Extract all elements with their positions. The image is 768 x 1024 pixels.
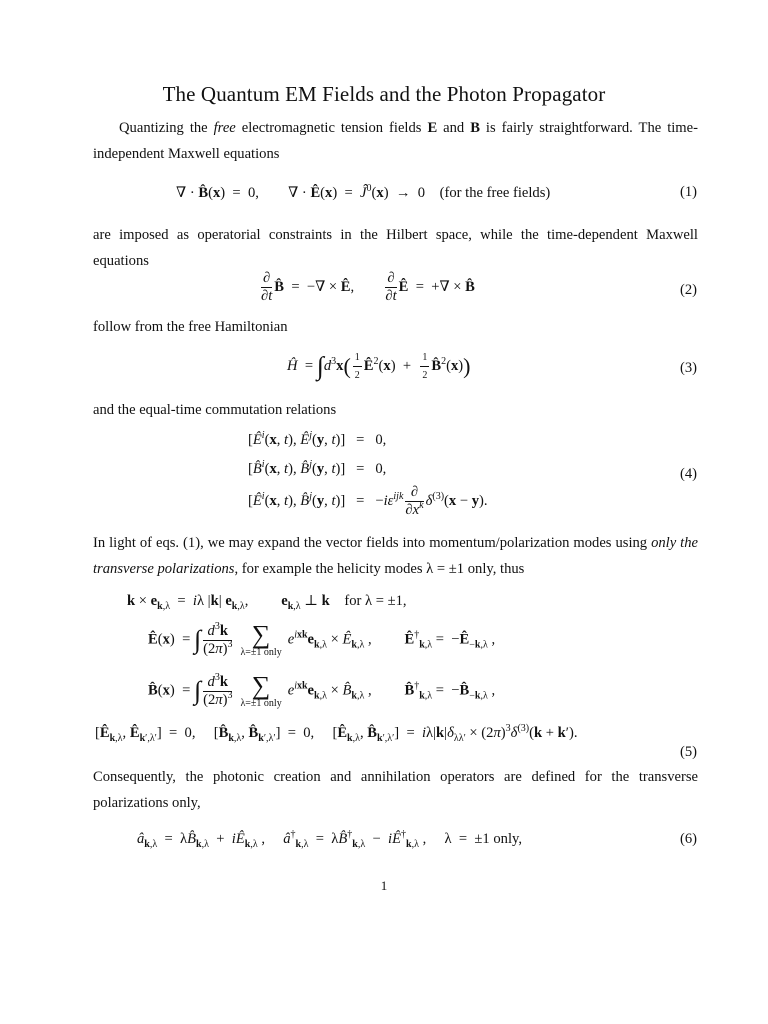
intro-paragraph: [93, 115, 698, 167]
equation-3: Ĥ = $\int d^3x$( $\frac{1}{2}$ $Ê^2(x)$ + $\frac{1}{2}$ B̂$^2$(x)): [287, 349, 470, 384]
page-number: 1: [380, 878, 388, 893]
intro-B-symbol: B: [470, 120, 480, 136]
hamiltonian-paragraph: follow from the free Hamiltonian: [93, 319, 288, 335]
equation-5-line-3: B̂(x) = ∫ $\frac{d^3k}{(2\pi)^3}$ ∑ λ=±1 only $e^{ixk}e_{k,\lambda}$ × $B̂_{k,\lambda}$ , $B̂^\dagger_{k,\lambda}$ = $-B̂_{-k,\lambda}$ ,: [148, 671, 496, 709]
equation-5-number: (5): [679, 744, 697, 760]
commutation-paragraph: and the equal-time commutation relations: [93, 402, 337, 418]
equation-6: $â_{k,\lambda}$ = $\lambda B̂_{k,\lambda}$ + $iÊ_{k,\lambda}$ , $â^\dagger_{k,\lambda}$ = $\lambda B̂^\dagger_{k,\lambda}$ − $iÊ^\dagger_{k,\lambda}$ , λ = ±1 only,: [137, 829, 523, 850]
mode-expansion-paragraph: [93, 530, 698, 582]
paper-title: The Quantum EM Fields and the Photon Propagator: [162, 82, 606, 106]
equation-2-number: (2): [679, 282, 697, 298]
intro-E-symbol: E: [427, 120, 438, 136]
equation-4-line-1: [$Ê^i(x$, t), $Ê^j(y$, t)] = 0,: [248, 430, 387, 448]
equation-2: $\frac{\partial}{\partial t}$ B̂ = −∇ × Ê, $\frac{\partial}{\partial t}$ Ê = +∇ × B̂: [261, 270, 475, 304]
equation-4-line-3: [$Ê^i(x$, t), B̂$^j$(y, $t)] = -i\varepsilon^{ijk}$ $\frac{\partial}{\partial x^k}$ $\delta^{(3)}(x - y)$.: [248, 484, 488, 518]
creation-operators-paragraph: Consequently, the photonic creation and annihilation operators are defined for the transverse polarizations only,: [93, 769, 698, 811]
equation-5-line-2: Ê(x) = ∫ $\frac{d^3k}{(2\pi)^3}$ ∑ λ=±1 only $e^{ixk}e_{k,\lambda}$ × $Ê_{k,\lambda}$ , $Ê^\dagger_{k,\lambda}$ = $-Ê_{-k,\lambda}$ ,: [148, 620, 496, 658]
mode-text-emph: only the transverse polarizations: [93, 535, 698, 577]
mode-text-a: In light of eqs. (1), we may expand the vector fields into momentum/polarization modes using: [93, 535, 652, 551]
equation-1-number: (1): [679, 184, 697, 200]
intro-text-c: is fairly straightforward. The time-independent Maxwell equations: [93, 120, 698, 162]
equation-5-line-1: $k \times e_{k,\lambda} = i\lambda$ |k| $e_{k,\lambda}$, $e_{k,\lambda}$ ⊥ k for λ = ±1,: [127, 593, 407, 612]
intro-text-a: Quantizing the: [119, 120, 214, 136]
equation-3-number: (3): [679, 360, 697, 376]
intro-free-emph: free: [213, 120, 236, 136]
equation-6-only-text: only,: [493, 831, 523, 847]
equation-6-number: (6): [679, 831, 697, 847]
equation-1: ∇ · B̂(x) = 0, ∇ · Ê(x) = $Ĵ^0(x) \to 0$ (for the free fields): [176, 183, 551, 201]
constraints-paragraph: are imposed as operatorial constraints in the Hilbert space, while the time-dependent Maxwell equations: [93, 227, 698, 269]
intro-text-and: and: [437, 120, 471, 136]
intro-text-b: electromagnetic tension fields: [235, 120, 428, 136]
equation-4-number: (4): [679, 466, 697, 482]
equation-4-line-2: [B̂$^i$(x, t), B̂$^j$(y, t)] = 0,: [248, 459, 387, 477]
equation-5-line-4: [$Ê_{k,\lambda}$, $Ê_{k',\lambda'}] = 0$, [$B̂_{k,\lambda}$, $B̂_{k',\lambda'}] = 0$, [$Ê_{k,\lambda}$, $B̂_{k',\lambda'}] = i\lambda|k|\delta_{\lambda\lambda'} \times (2\pi)^3\delta^{(3)}(k + k')$.: [95, 723, 578, 744]
equation-1-note: (for the free fields): [439, 185, 551, 201]
mode-text-b: , for example the helicity modes λ = ±1 only, thus: [234, 561, 525, 577]
